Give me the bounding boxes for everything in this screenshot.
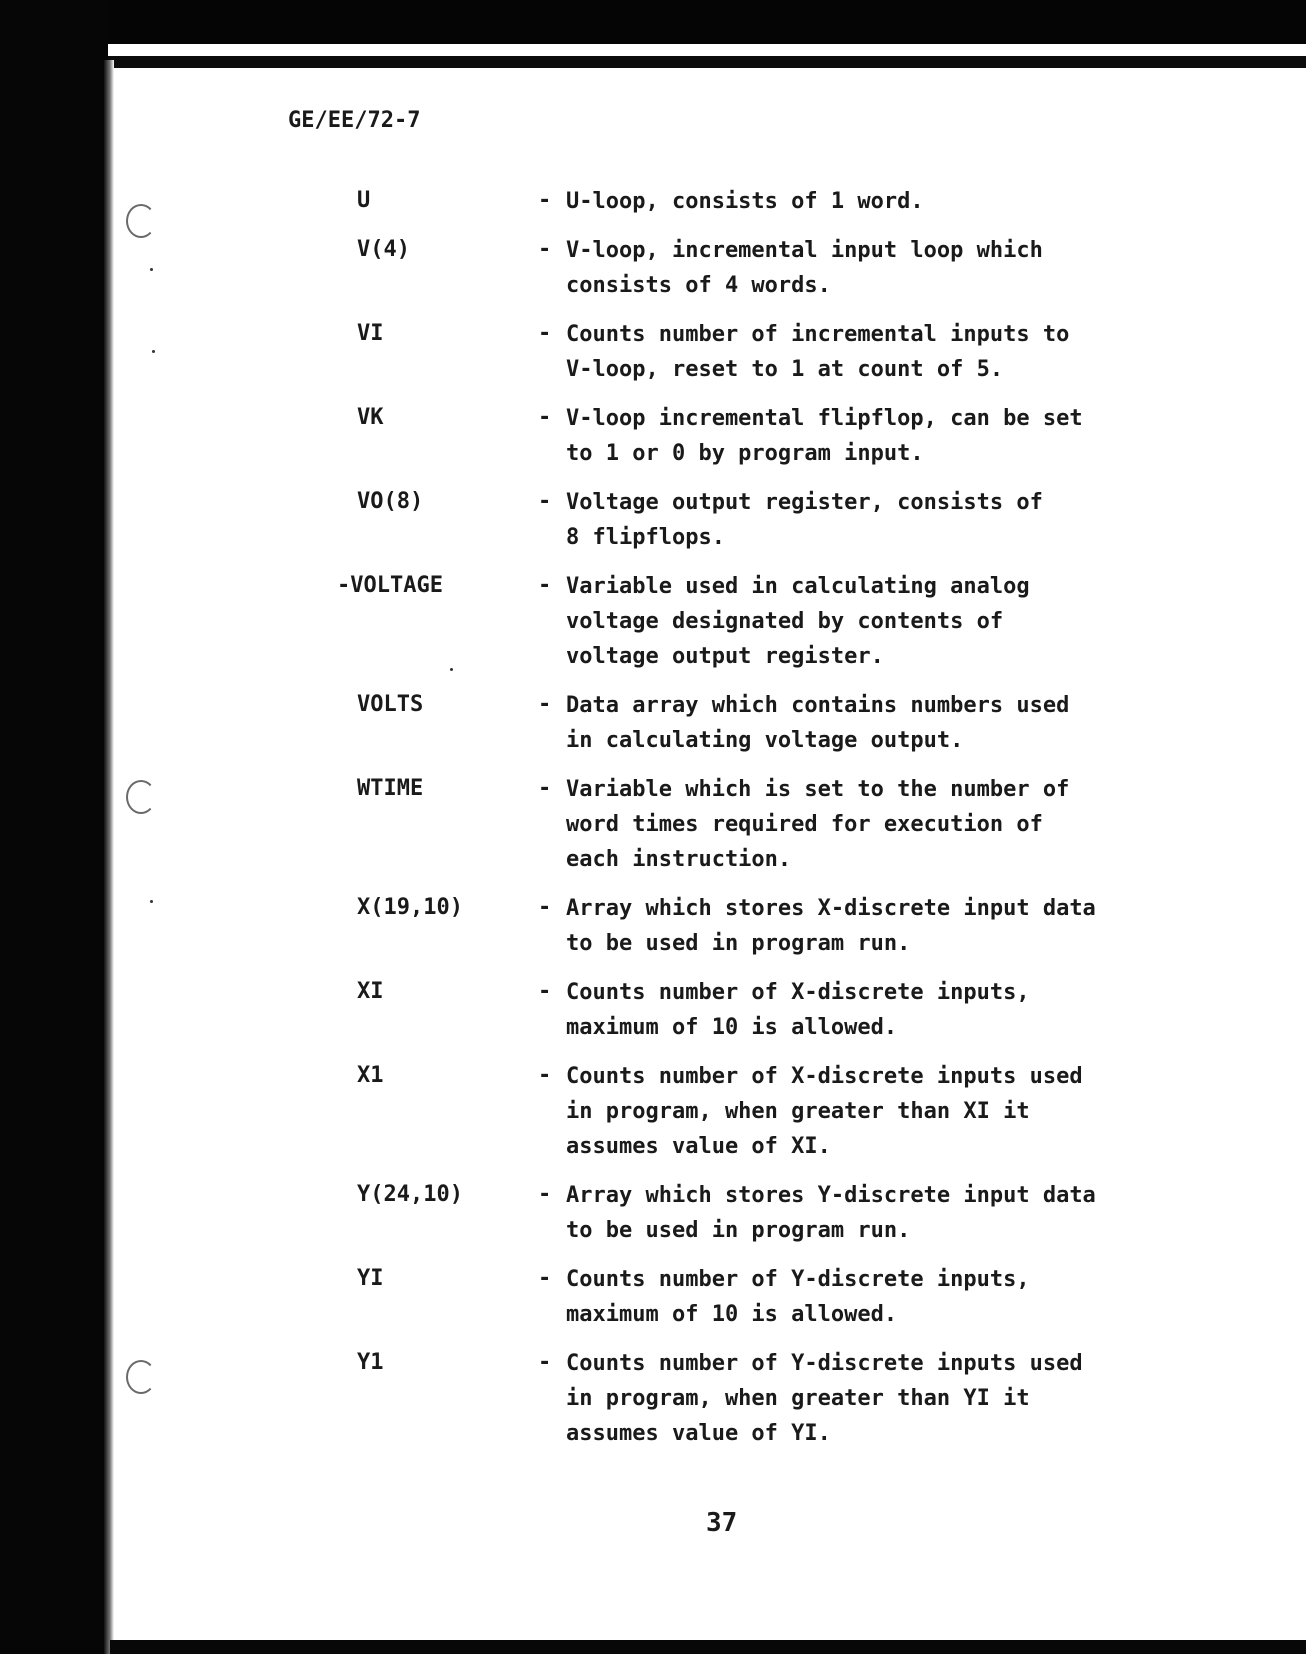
glossary-definition: Counts number of X-discrete inputs used in program, when greater than XI it assumes value of XI. bbox=[566, 1064, 1083, 1159]
glossary-term: -VOLTAGE bbox=[337, 573, 443, 598]
glossary-definition: Counts number of incremental inputs to V-loop, reset to 1 at count of 5. bbox=[566, 322, 1070, 382]
glossary-definition: U-loop, consists of 1 word. bbox=[566, 189, 924, 214]
glossary-term: VI bbox=[357, 321, 384, 346]
glossary-term: VO(8) bbox=[357, 489, 424, 514]
glossary-dash: - bbox=[538, 692, 552, 717]
glossary-entry bbox=[337, 569, 1177, 674]
glossary-dash: - bbox=[538, 237, 552, 262]
glossary-definition: Array which stores X-discrete input data to be used in program run. bbox=[566, 896, 1096, 956]
glossary-dash: - bbox=[538, 573, 552, 598]
glossary-entry bbox=[357, 233, 1177, 303]
glossary-definition: Array which stores Y-discrete input data to be used in program run. bbox=[566, 1183, 1096, 1243]
glossary-term: V(4) bbox=[357, 237, 410, 262]
glossary-entry bbox=[357, 891, 1177, 961]
glossary-term: X(19,10) bbox=[357, 895, 463, 920]
glossary-definition: Counts number of Y-discrete inputs used in program, when greater than YI it assumes value of YI. bbox=[566, 1351, 1083, 1446]
document-id: GE/EE/72-7 bbox=[288, 108, 421, 133]
page-number: 37 bbox=[706, 1508, 738, 1538]
glossary-dash: - bbox=[538, 405, 552, 430]
glossary-dash: - bbox=[538, 776, 552, 801]
glossary-dash: - bbox=[538, 489, 552, 514]
glossary-dash: - bbox=[538, 1350, 552, 1375]
glossary-entry bbox=[357, 1178, 1177, 1248]
glossary-term: Y(24,10) bbox=[357, 1182, 463, 1207]
glossary-entry bbox=[357, 184, 1177, 219]
glossary-dash: - bbox=[538, 321, 552, 346]
glossary-dash: - bbox=[538, 1182, 552, 1207]
glossary-definition: Counts number of X-discrete inputs, maximum of 10 is allowed. bbox=[566, 980, 1030, 1040]
glossary-list bbox=[337, 184, 1177, 1465]
glossary-term: YI bbox=[357, 1266, 384, 1291]
glossary-definition: V-loop, incremental input loop which consists of 4 words. bbox=[566, 238, 1043, 298]
glossary-dash: - bbox=[538, 1266, 552, 1291]
glossary-term: XI bbox=[357, 979, 384, 1004]
glossary-definition: V-loop incremental flipflop, can be set to 1 or 0 by program input. bbox=[566, 406, 1083, 466]
glossary-dash: - bbox=[538, 979, 552, 1004]
glossary-definition: Voltage output register, consists of 8 flipflops. bbox=[566, 490, 1043, 550]
glossary-entry bbox=[357, 1262, 1177, 1332]
glossary-term: WTIME bbox=[357, 776, 424, 801]
glossary-entry bbox=[357, 1346, 1177, 1451]
glossary-definition: Variable used in calculating analog voltage designated by contents of voltage output register. bbox=[566, 574, 1030, 669]
glossary-entry bbox=[357, 401, 1177, 471]
glossary-dash: - bbox=[538, 188, 552, 213]
glossary-term: U bbox=[357, 188, 371, 213]
glossary-dash: - bbox=[538, 895, 552, 920]
glossary-entry bbox=[357, 975, 1177, 1045]
glossary-term: Y1 bbox=[357, 1350, 384, 1375]
glossary-entry bbox=[357, 688, 1177, 758]
glossary-dash: - bbox=[538, 1063, 552, 1088]
glossary-entry bbox=[357, 317, 1177, 387]
glossary-entry bbox=[357, 772, 1177, 877]
glossary-definition: Counts number of Y-discrete inputs, maximum of 10 is allowed. bbox=[566, 1267, 1030, 1327]
glossary-definition: Variable which is set to the number of word times required for execution of each instruction. bbox=[566, 777, 1070, 872]
glossary-term: VK bbox=[357, 405, 384, 430]
glossary-term: X1 bbox=[357, 1063, 384, 1088]
glossary-term: VOLTS bbox=[357, 692, 424, 717]
glossary-definition: Data array which contains numbers used in calculating voltage output. bbox=[566, 693, 1070, 753]
glossary-entry bbox=[357, 1059, 1177, 1164]
glossary-entry bbox=[357, 485, 1177, 555]
